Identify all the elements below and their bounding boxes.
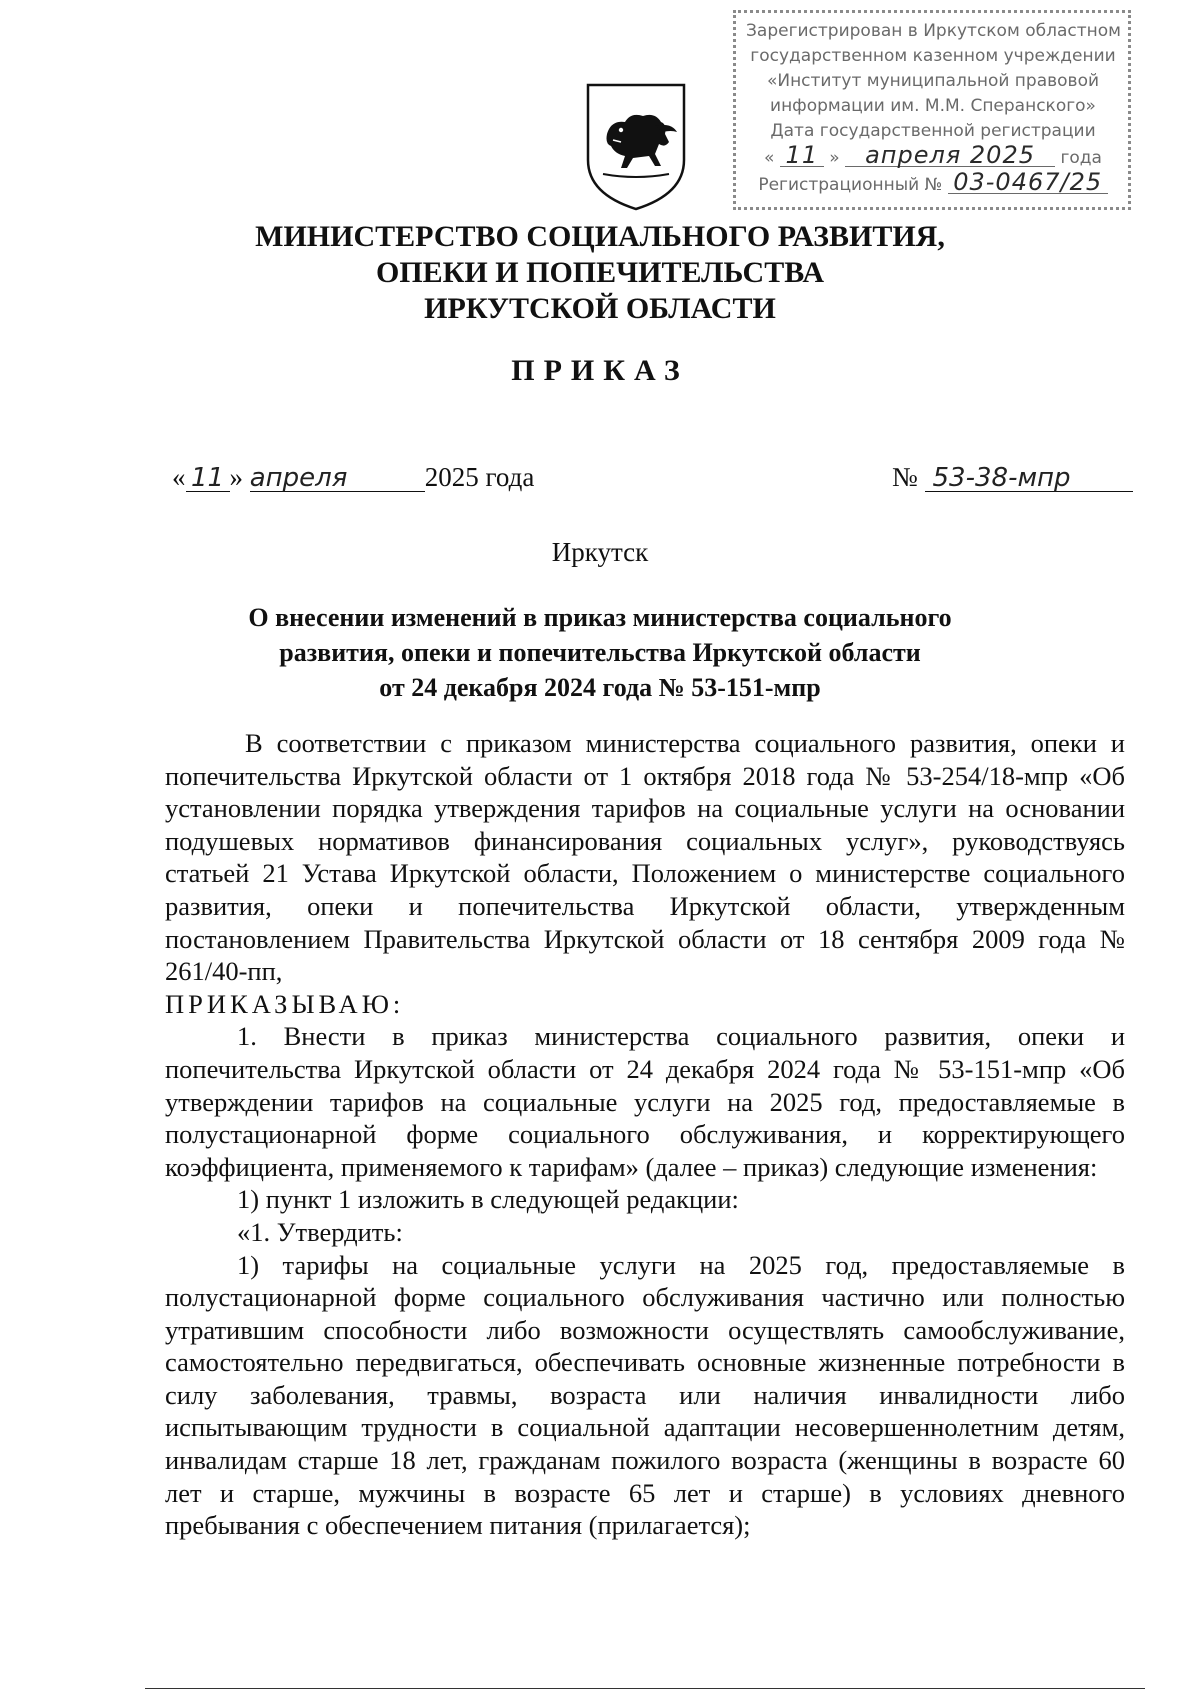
order-number-label: № bbox=[892, 462, 918, 492]
stamp-reg-line bbox=[746, 168, 1120, 198]
stamp-line-5: Дата государственной регистрации bbox=[770, 121, 1096, 141]
stamp-line-2: государственном казенном учреждении bbox=[750, 46, 1116, 66]
order-number-value: 53-38-мпр bbox=[925, 465, 1133, 492]
stamp-line-4: информации им. М.М. Сперанского» bbox=[770, 96, 1096, 116]
stamp-reg-label: Регистрационный № bbox=[758, 175, 943, 195]
document-type: ПРИКАЗ bbox=[511, 354, 689, 387]
tariffs-paragraph: 1) тарифы на социальные услуги на 2025 год, предоставляемые в полустационарной форме социального обслуживания частично или полностью утратившим способности либо возможности осуществлять самообслуживание, самостоятельно передвигаться, обеспечивать основные жизненные потребности в силу заболевания, травмы, возраста или наличия инвалидности либо испытывающим трудности в социальной адаптации несовершеннолетним детям, инвалидам старше 18 лет, гражданам пожилого возраста (женщины в возрасте 60 лет и старше, мужчины в возрасте 65 лет и старше) в условиях дневного пребывания с обеспечением питания (прилагается); bbox=[165, 1249, 1125, 1541]
order-word: ПРИКАЗЫВАЮ: bbox=[165, 988, 405, 1019]
stamp-date-open: « bbox=[764, 148, 775, 168]
coat-of-arms-icon bbox=[585, 82, 687, 212]
subject-line-3: от 24 декабря 2024 года № 53-151-мпр bbox=[379, 673, 821, 702]
ministry-name-line-2: ОПЕКИ И ПОПЕЧИТЕЛЬСТВА bbox=[376, 256, 824, 289]
subject-line-1: О внесении изменений в приказ министерства социального bbox=[248, 603, 952, 632]
approve-paragraph: «1. Утвердить: bbox=[237, 1216, 403, 1247]
order-number bbox=[892, 462, 1133, 493]
order-body bbox=[165, 727, 1125, 1542]
date-month: апреля bbox=[250, 465, 425, 492]
item-1-paragraph: 1. Внести в приказ министерства социального развития, опеки и попечительства Иркутской области от 24 декабря 2024 года № 53-151-мпр «Об утверждении тарифов на социальные услуги на 2025 год, предоставляемые в полустационарной форме социального обслуживания, и корректирующего коэффициента, применяемого к тарифам» (далее – приказ) следующие изменения: bbox=[165, 1021, 1125, 1182]
stamp-date-mid: » bbox=[829, 148, 840, 168]
date-day: 11 bbox=[186, 465, 230, 492]
registration-stamp bbox=[733, 10, 1131, 210]
subject-line-2: развития, опеки и попечительства Иркутской области bbox=[279, 638, 921, 667]
preamble-paragraph: В соответствии с приказом министерства социального развития, опеки и попечительства Иркутской области от 1 октября 2018 года № 53-254/18-мпр «Об установлении порядка утверждения тарифов на социальные услуги на основании подушевых нормативов финансирования социальных услуг», руководствуясь статьей 21 Устава Иркутской области, Положением о министерстве социального развития, опеки и попечительства Иркутской области, утвержденным постановлением Правительства Иркутской области от 18 сентября 2009 года № 261/40-пп, bbox=[165, 728, 1125, 987]
date-year: 2025 года bbox=[424, 462, 535, 492]
stamp-date-line bbox=[746, 141, 1120, 171]
order-subject bbox=[0, 600, 1200, 705]
stamp-date-month-year: апреля 2025 bbox=[845, 144, 1055, 167]
date-open-quote: « bbox=[172, 462, 186, 492]
ministry-name-line-3: ИРКУТСКОЙ ОБЛАСТИ bbox=[424, 292, 776, 325]
bottom-rule bbox=[145, 1688, 1145, 1689]
stamp-line-3: «Институт муниципальной правовой bbox=[766, 71, 1100, 91]
date-close-quote: » bbox=[229, 462, 243, 492]
stamp-date-suffix: года bbox=[1060, 148, 1102, 168]
stamp-reg-number: 03-0467/25 bbox=[948, 171, 1108, 194]
city: Иркутск bbox=[551, 537, 649, 567]
stamp-line-1: Зарегистрирован в Иркутском областном bbox=[746, 21, 1121, 41]
stamp-date-day: 11 bbox=[780, 144, 824, 167]
order-date bbox=[172, 462, 534, 493]
subitem-1-paragraph: 1) пункт 1 изложить в следующей редакции: bbox=[237, 1184, 739, 1215]
ministry-name-line-1: МИНИСТЕРСТВО СОЦИАЛЬНОГО РАЗВИТИЯ, bbox=[255, 220, 945, 253]
